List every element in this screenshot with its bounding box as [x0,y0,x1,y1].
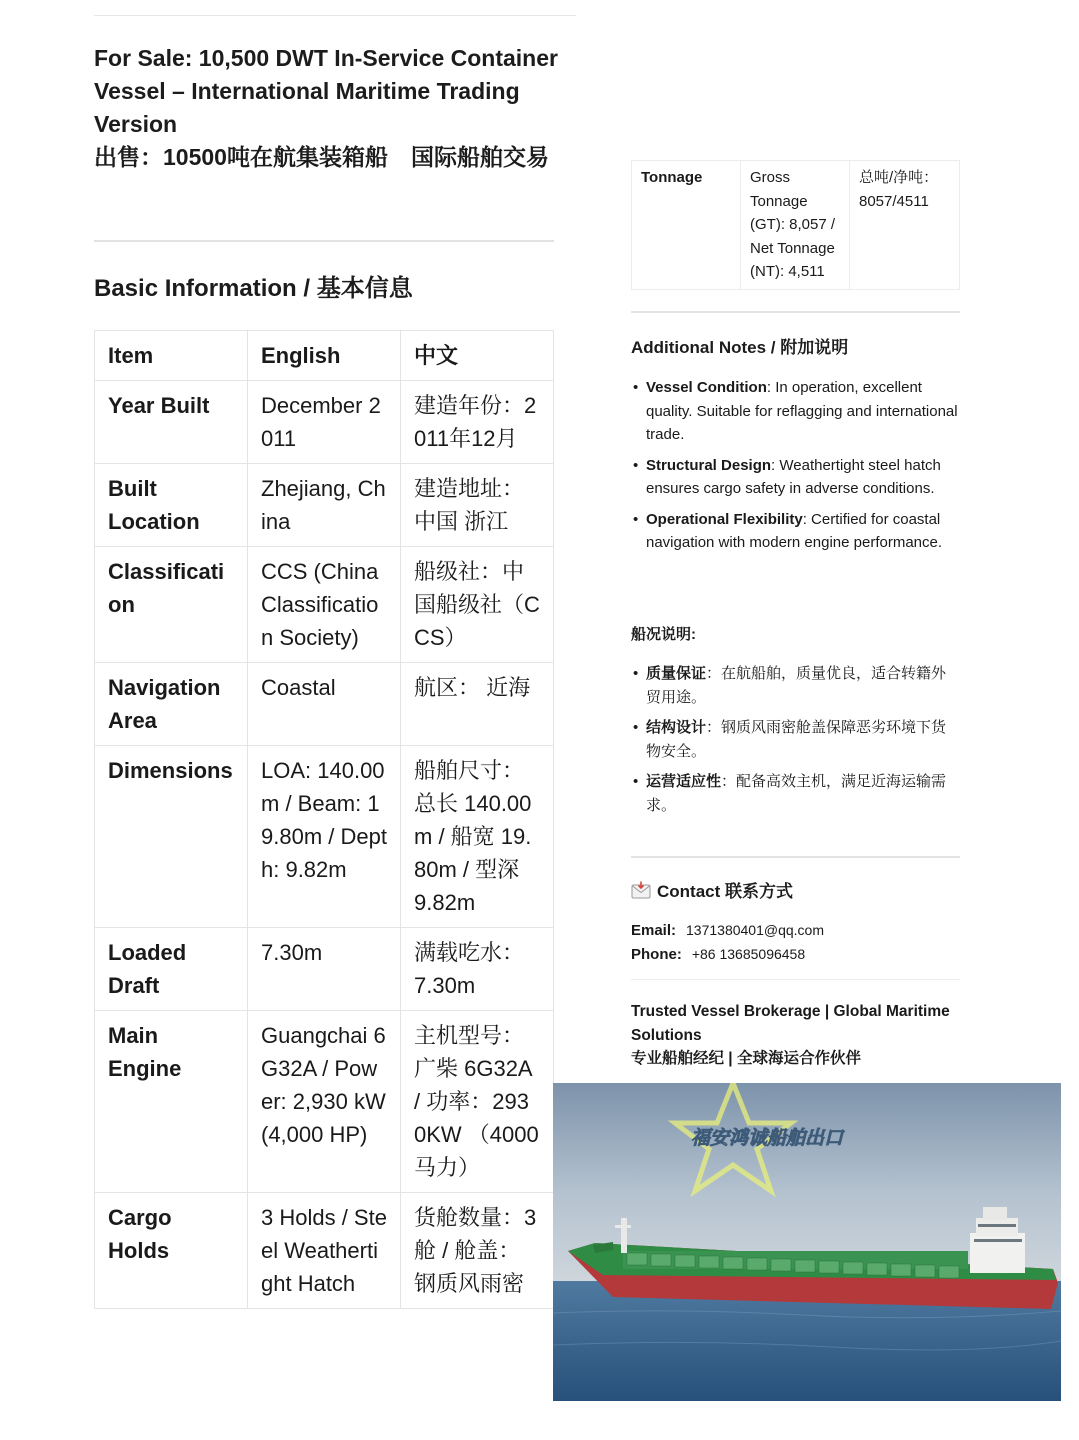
title-divider [94,240,554,242]
table-row [95,464,554,547]
additional-notes-heading: Additional Notes / 附加说明 [631,338,849,357]
row-chinese: 满载吃水：7.30m [401,928,554,1011]
header-chinese: 中文 [401,331,554,381]
email-label: Email: [631,922,677,939]
watermark-text: 福安鸿诚船舶出口 [690,1127,844,1149]
basic-info-heading: Basic Information / 基本信息 [94,275,413,302]
row-chinese: 船级社：中国船级社（CCS） [401,547,554,663]
note-text: ：配备高效主机，满足近海运输需求。 [646,773,947,814]
note-label: 结构设计 [646,719,707,736]
row-item: Cargo Holds [95,1193,248,1309]
note-label: 运营适应性 [646,773,722,790]
contact-heading [631,877,793,902]
top-divider [94,15,576,16]
list-item [631,770,961,817]
basic-info-table [94,330,554,1309]
tagline [631,1000,961,1071]
list-item [631,662,961,709]
row-english: 7.30m [248,928,401,1011]
phone-line [631,946,805,963]
contact-heading-text: Contact 联系方式 [657,882,793,901]
table-row [95,746,554,928]
row-english: 3 Holds / Steel Weathertight Hatch [248,1193,401,1309]
row-item: Navigation Area [95,663,248,746]
table-row [95,928,554,1011]
page-title [94,42,564,174]
row-english: Zhejiang, China [248,464,401,547]
row-item: Year Built [95,381,248,464]
email-value[interactable]: 1371380401@qq.com [686,922,824,938]
row-english: CCS (China Classification Society) [248,547,401,663]
note-text: : Weathertight steel hatch ensures cargo safety in adverse conditions. [646,456,941,497]
title-en: For Sale: 10,500 DWT In-Service Container Vessel – International Maritime Trading Version [94,45,558,137]
table-row [95,381,554,464]
cn-notes-heading: 船况说明: [631,626,696,643]
row-item: Classification [95,547,248,663]
tagline-divider [631,979,960,980]
note-label: 质量保证 [646,665,707,682]
table-header-row [95,331,554,381]
email-line [631,922,824,939]
row-english: LOA: 140.00m / Beam: 19.80m / Depth: 9.82m [248,746,401,928]
phone-value[interactable]: +86 13685096458 [691,946,806,962]
header-english: English [248,331,401,381]
tonnage-item: Tonnage [632,161,741,290]
table-row [632,161,960,290]
phone-label: Phone: [631,946,682,963]
row-chinese: 货舱数量：3舱 / 舱盖：钢质风雨密 [401,1193,554,1309]
tonnage-table [631,160,960,290]
table-row [95,663,554,746]
table-row [95,1011,554,1193]
row-english: Coastal [248,663,401,746]
row-chinese: 航区： 近海 [401,663,554,746]
row-item: Built Location [95,464,248,547]
note-label: Structural Design [646,456,772,474]
additional-notes-list [631,376,961,562]
vessel-photo [553,1083,1061,1401]
row-item: Dimensions [95,746,248,928]
row-chinese: 建造年份：2011年12月 [401,381,554,464]
row-english: Guangchai 6G32A / Power: 2,930 kW (4,000 HP) [248,1011,401,1193]
table-row [95,547,554,663]
row-item: Loaded Draft [95,928,248,1011]
note-text: ：钢质风雨密舱盖保障恶劣环境下货物安全。 [646,719,947,760]
tagline-zh: 专业船舶经纪 | 全球海运合作伙伴 [631,1050,861,1067]
list-item [631,376,961,447]
row-item: Main Engine [95,1011,248,1193]
vessel-photo-art [553,1083,1061,1401]
envelope-icon [631,881,651,899]
row-chinese: 主机型号：广柴 6G32A / 功率：2930KW （4000马力） [401,1011,554,1193]
note-text: : Certified for coastal navigation with modern engine performance. [646,510,943,551]
note-text: : In operation, excellent quality. Suitable for reflagging and international trade. [646,379,958,443]
tonnage-english: Gross Tonnage (GT): 8,057 / Net Tonnage (NT): 4,511 [741,161,850,290]
row-chinese: 船舶尺寸：总长 140.00m / 船宽 19.80m / 型深 9.82m [401,746,554,928]
tonnage-divider [631,311,960,313]
header-item: Item [95,331,248,381]
list-item [631,454,961,501]
tonnage-chinese: 总吨/净吨：8057/4511 [850,161,960,290]
row-chinese: 建造地址：中国 浙江 [401,464,554,547]
cn-notes-list [631,662,961,824]
contact-divider [631,856,960,858]
note-label: Operational Flexibility [646,510,803,528]
title-zh: 出售：10500吨在航集装箱船 国际船舶交易 [94,144,549,170]
table-row [95,1193,554,1309]
row-english: December 2011 [248,381,401,464]
tagline-en: Trusted Vessel Brokerage | Global Maritime Solutions [631,1003,950,1044]
list-item [631,508,961,555]
list-item [631,716,961,763]
note-text: ：在航船舶，质量优良，适合转籍外贸用途。 [646,665,947,706]
note-label: Vessel Condition [646,379,767,396]
